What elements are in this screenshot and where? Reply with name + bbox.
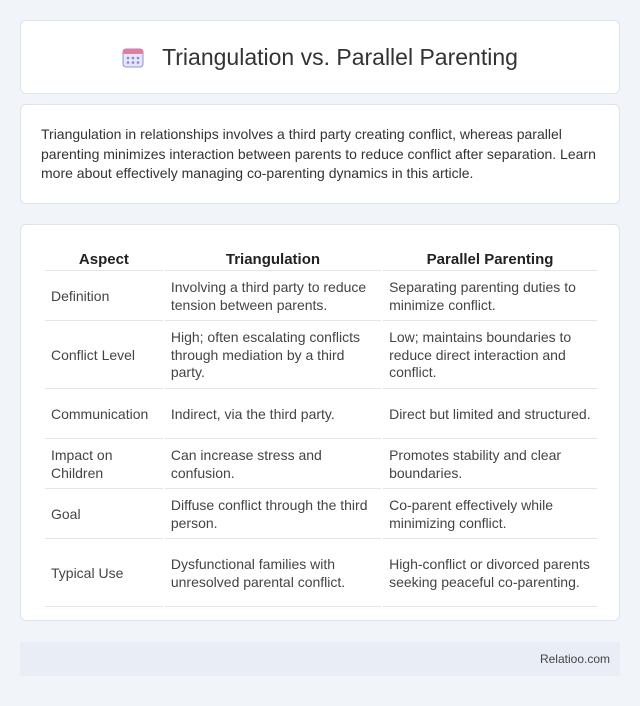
cell-aspect: Communication [45, 391, 163, 439]
cell-aspect: Definition [45, 273, 163, 321]
footer [20, 642, 620, 676]
table-row [45, 323, 597, 389]
cell-parallel: Promotes stability and clear boundaries. [383, 441, 597, 489]
page-title: Triangulation vs. Parallel Parenting [162, 43, 518, 70]
header-triangulation: Triangulation [165, 247, 381, 271]
cell-parallel: Co-parent effectively while minimizing conflict. [383, 491, 597, 539]
cell-parallel: Low; maintains boundaries to reduce direct interaction and conflict. [383, 323, 597, 389]
header-parallel-parenting: Parallel Parenting [383, 247, 597, 271]
cell-parallel: Separating parenting duties to minimize conflict. [383, 273, 597, 321]
table-row [45, 441, 597, 489]
comparison-table [43, 245, 599, 609]
cell-parallel: High-conflict or divorced parents seeking peaceful co-parenting. [383, 541, 597, 607]
cell-triangulation: Dysfunctional families with unresolved parental conflict. [165, 541, 381, 607]
intro-card [20, 104, 620, 204]
cell-triangulation: Can increase stress and confusion. [165, 441, 381, 489]
cell-aspect: Impact on Children [45, 441, 163, 489]
table-row [45, 391, 597, 439]
table-header-row [45, 247, 597, 271]
table-row [45, 491, 597, 539]
cell-triangulation: Indirect, via the third party. [165, 391, 381, 439]
title-card [20, 20, 620, 94]
header-aspect: Aspect [45, 247, 163, 271]
table-row [45, 541, 597, 607]
cell-aspect: Goal [45, 491, 163, 539]
cell-triangulation: High; often escalating conflicts through mediation by a third party. [165, 323, 381, 389]
comparison-table-card [20, 224, 620, 621]
intro-text: Triangulation in relationships involves a third party creating conflict, whereas parallel parenting minimizes interaction between parents to reduce conflict after separation. Learn more about effectively managing co-parenting dynamics in this article. [41, 126, 596, 181]
cell-aspect: Typical Use [45, 541, 163, 607]
cell-triangulation: Diffuse conflict through the third person. [165, 491, 381, 539]
footer-site[interactable]: Relatioo.com [539, 652, 610, 666]
cell-triangulation: Involving a third party to reduce tension between parents. [165, 273, 381, 321]
calendar-icon [122, 46, 144, 68]
cell-aspect: Conflict Level [45, 323, 163, 389]
cell-parallel: Direct but limited and structured. [383, 391, 597, 439]
table-row [45, 273, 597, 321]
